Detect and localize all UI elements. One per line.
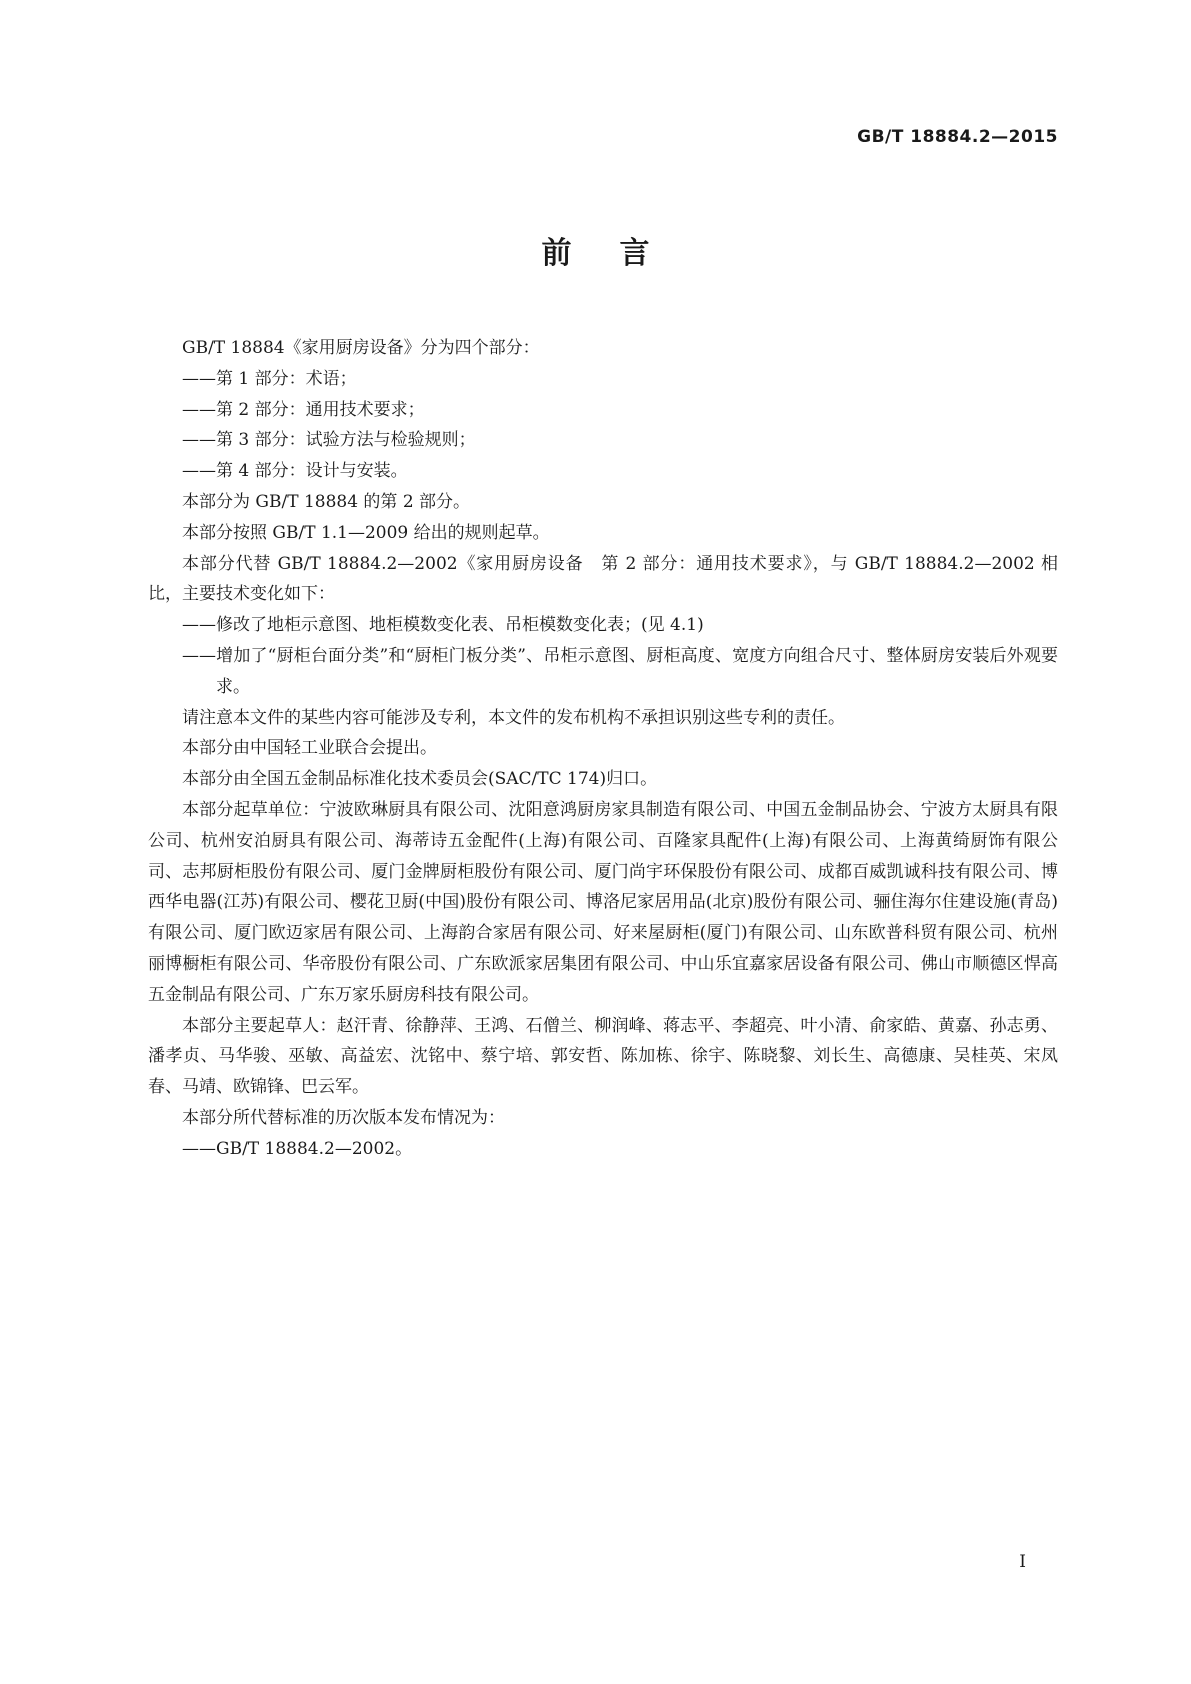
list-item: —— 第 2 部分：通用技术要求；	[148, 395, 1058, 426]
paragraph: 本部分代替 GB/T 18884.2—2002《家用厨房设备 第 2 部分：通用技术要求》，与 GB/T 18884.2—2002 相比，主要技术变化如下：	[148, 553, 1058, 605]
paragraph: 本部分由全国五金制品标准化技术委员会(SAC/TC 174)归口。	[182, 769, 658, 790]
paragraph: 本部分按照 GB/T 1.1—2009 给出的规则起草。	[182, 522, 550, 543]
standard-number: GB/T 18884.2—2015	[857, 127, 1058, 147]
list-item: —— GB/T 18884.2—2002。	[148, 1134, 1058, 1165]
list-item: —— 第 3 部分：试验方法与检验规则；	[148, 425, 1058, 456]
paragraph: 本部分主要起草人：赵汗青、徐静萍、王鸿、石僧兰、柳润峰、蒋志平、李超亮、叶小清、俞家皓、黄嘉、孙志勇、潘孝贞、马华骏、巫敏、高益宏、沈铭中、蔡宁培、郭安哲、陈加栋、徐宇、陈晓黎、刘长生、高德康、吴桂英、宋凤春、马靖、欧锦锋、巴云军。	[148, 1015, 1058, 1098]
paragraph: 本部分由中国轻工业联合会提出。	[182, 738, 437, 759]
paragraph: 请注意本文件的某些内容可能涉及专利，本文件的发布机构不承担识别这些专利的责任。	[182, 707, 845, 728]
list-item: —— 修改了地柜示意图、地柜模数变化表、吊柜模数变化表；(见 4.1)	[148, 610, 1058, 641]
paragraph: 本部分为 GB/T 18884 的第 2 部分。	[182, 491, 471, 512]
page-number: I	[1019, 1552, 1026, 1572]
list-item: —— 第 4 部分：设计与安装。	[148, 456, 1058, 487]
paragraph: 本部分所代替标准的历次版本发布情况为：	[182, 1107, 505, 1128]
list-item: —— 增加了“厨柜台面分类”和“厨柜门板分类”、吊柜示意图、厨柜高度、宽度方向组合尺寸、整体厨房安装后外观要求。	[148, 641, 1058, 703]
page-title: 前言	[541, 236, 698, 271]
list-item: —— 第 1 部分：术语；	[148, 364, 1058, 395]
document-body	[148, 333, 1058, 1165]
paragraph: 本部分起草单位：宁波欧琳厨具有限公司、沈阳意鸿厨房家具制造有限公司、中国五金制品协会、宁波方太厨具有限公司、杭州安泊厨具有限公司、海蒂诗五金配件(上海)有限公司、百隆家具配件(上海)有限公司、上海黄绮厨饰有限公司、志邦厨柜股份有限公司、厦门金牌厨柜股份有限公司、厦门尚宇环保股份有限公司、成都百威凯诚科技有限公司、博西华电器(江苏)有限公司、樱花卫厨(中国)股份有限公司、博洛尼家居用品(北京)股份有限公司、骊住海尔住建设施(青岛)有限公司、厦门欧迈家居有限公司、上海韵合家居有限公司、好来屋厨柜(厦门)有限公司、山东欧普科贸有限公司、杭州丽博橱柜有限公司、华帝股份有限公司、广东欧派家居集团有限公司、中山乐宜嘉家居设备有限公司、佛山市顺德区悍高五金制品有限公司、广东万家乐厨房科技有限公司。	[148, 799, 1058, 1005]
paragraph: GB/T 18884《家用厨房设备》分为四个部分：	[182, 338, 540, 358]
